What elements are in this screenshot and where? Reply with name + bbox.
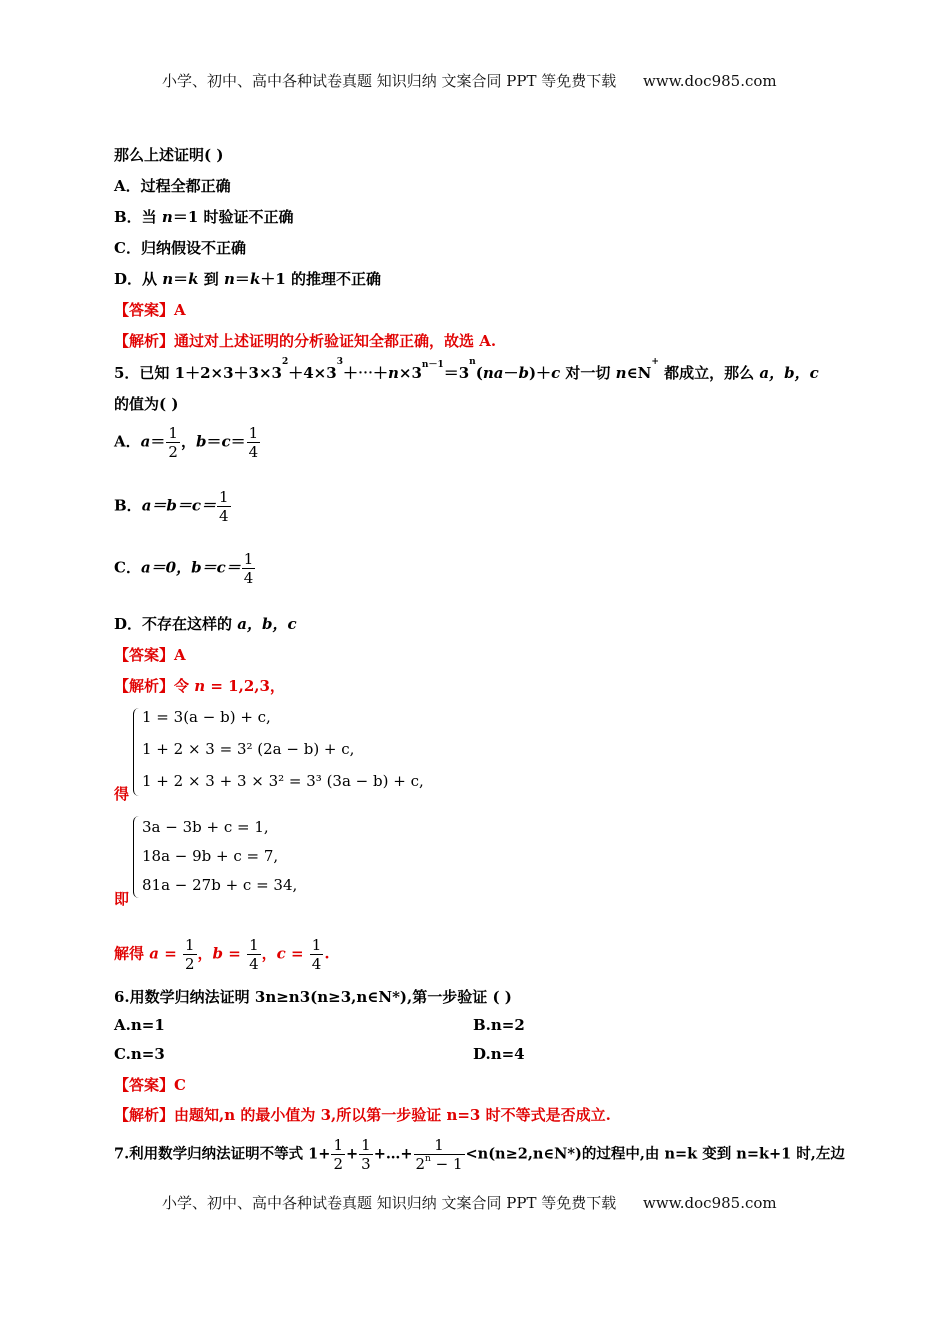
q6-option-a: A.n=1 (114, 1016, 165, 1034)
q4-option-a: A．过程全都正确 (114, 177, 231, 195)
q7-stem: 7.利用数学归纳法证明不等式 1+ $\frac{1}{2}$ + $\frac{1}{3}$ +…+ $\frac{1}{2^n - 1}$ <n(n≥2,n∈N*)的过程中,由 n=k 变到 n=k+1 时,左边 (114, 1136, 845, 1173)
q6-analysis: 【解析】由题知,n 的最小值为 3,所以第一步验证 n=3 时不等式是否成立. (114, 1106, 611, 1124)
label-ji: 即 (114, 890, 130, 908)
left-brace (133, 816, 140, 898)
fraction: $\frac{1}{4}$ (249, 936, 259, 973)
equation-line: 1 = 3(a − b) + c, (142, 708, 271, 726)
q5-option-c: C．a＝0，b＝c＝ $\frac{1}{4}$ (114, 550, 254, 587)
label-de: 得 (114, 785, 130, 803)
page-header (162, 70, 777, 91)
equation-line: 3a − 3b + c = 1, (142, 818, 269, 836)
equation-line: 18a − 9b + c = 7, (142, 847, 279, 865)
q4-option-c: C．归纳假设不正确 (114, 239, 246, 257)
q4-answer: 【答案】A (114, 301, 186, 319)
q5-option-a: A．a＝ $\frac{1}{2}$ ，b＝c＝ $\frac{1}{4}$ (114, 424, 259, 461)
left-brace (133, 708, 140, 796)
q4-analysis: 【解析】通过对上述证明的分析验证知全都正确，故选 A. (114, 332, 497, 350)
header-url: www.doc985.com (643, 72, 777, 90)
q6-option-d: D.n=4 (473, 1045, 525, 1063)
fraction: $\frac{1}{4}$ (248, 424, 259, 461)
q5-option-b: B．a＝b＝c＝ $\frac{1}{4}$ (114, 488, 229, 525)
fraction: $\frac{1}{2^n - 1}$ (415, 1136, 463, 1173)
fraction: $\frac{1}{4}$ (311, 936, 322, 973)
q4-option-b: B．当 n＝1 时验证不正确 (114, 208, 294, 226)
equation-line: 1 + 2 × 3 = 3² (2a − b) + c, (142, 740, 355, 758)
fraction: $\frac{1}{2}$ (333, 1136, 343, 1173)
fraction: $\frac{1}{2}$ (184, 936, 195, 973)
footer-url: www.doc985.com (643, 1194, 777, 1212)
fraction: $\frac{1}{4}$ (243, 550, 254, 587)
header-text: 小学、初中、高中各种试卷真题 知识归纳 文案合同 PPT 等免费下载 (162, 72, 617, 90)
q5-option-d: D．不存在这样的 a，b，c (114, 615, 297, 633)
equation-line: 81a − 27b + c = 34, (142, 876, 298, 894)
q6-option-c: C.n=3 (114, 1045, 165, 1063)
q5-line2: 的值为( ) (114, 395, 179, 413)
q5-stem: 5．已知 $1+2\times 3+3\times 3^2+4\times 3^3+\cdots+n\times 3^{n-1}=3^n(na-b)+c$ 对一切 n∈N+ 都成立，那么 a，b，c (114, 357, 819, 382)
fraction: $\frac{1}{2}$ (168, 424, 178, 461)
q5-solution: 解得 a = $\frac{1}{2}$ ，b = $\frac{1}{4}$ ，c = $\frac{1}{4}$ . (114, 936, 330, 973)
page-footer (162, 1192, 777, 1213)
q6-option-b: B.n=2 (473, 1016, 525, 1034)
q5-analysis: 【解析】令 n = 1,2,3， (114, 677, 285, 695)
q5-answer: 【答案】A (114, 646, 186, 664)
footer-text: 小学、初中、高中各种试卷真题 知识归纳 文案合同 PPT 等免费下载 (162, 1194, 617, 1212)
q6-answer: 【答案】C (114, 1076, 186, 1094)
fraction: $\frac{1}{3}$ (361, 1136, 371, 1173)
equation-line: 1 + 2 × 3 + 3 × 3² = 3³ (3a − b) + c, (142, 772, 424, 790)
q4-option-d: D．从 n＝k 到 n＝k＋1 的推理不正确 (114, 270, 382, 288)
fraction: $\frac{1}{4}$ (219, 488, 229, 525)
q6-stem: 6.用数学归纳法证明 3n≥n3(n≥3,n∈N*),第一步验证 ( ) (114, 988, 512, 1006)
q4-stem: 那么上述证明( ) (114, 146, 224, 164)
